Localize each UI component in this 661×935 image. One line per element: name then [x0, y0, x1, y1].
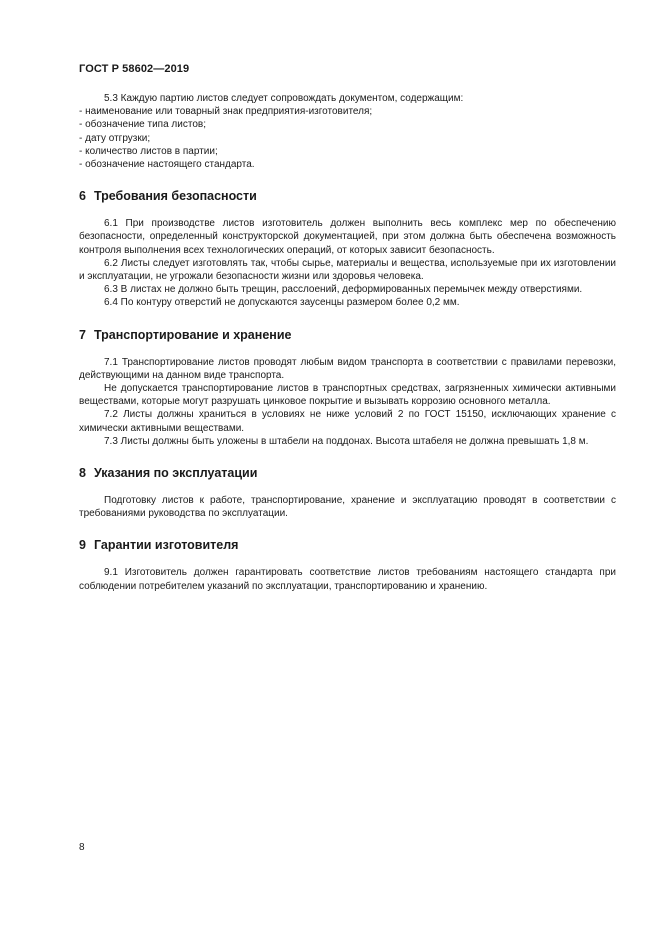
section-heading [79, 328, 616, 343]
paragraph: Не допускается транспортирование листов в транспортных средствах, загрязненных химически активными веществами, которые могут разрушать цинковое покрытие и вызывать коррозию основного металла. [79, 383, 616, 408]
section-number: 7 [79, 327, 86, 342]
paragraph: 7.1 Транспортирование листов проводят любым видом транспорта в соответствии с правилами перевозки, действующими на данном виде транспорта. [79, 356, 616, 381]
list-item: - дату отгрузки; [79, 132, 151, 144]
document-header: ГОСТ Р 58602—2019 [79, 63, 190, 75]
paragraph: Подготовку листов к работе, транспортирование, хранение и эксплуатацию проводят в соответствии с требованиями руководства по эксплуатации. [79, 495, 616, 520]
section-number: 6 [79, 189, 86, 204]
section-title: Требования безопасности [93, 189, 257, 204]
section-number: 9 [79, 538, 86, 553]
paragraph: 6.2 Листы следует изготовлять так, чтобы сырье, материалы и вещества, используемые при их изготовлении и эксплуатации, не угрожали безопасности жизни или здоровья человека. [79, 257, 616, 283]
paragraph: 5.3 Каждую партию листов следует сопровождать документом, содержащим: [104, 93, 464, 104]
paragraph: 6.1 При производстве листов изготовитель должен выполнить весь комплекс мер по обеспечению безопасности, определенный конструкторской документацией, при этом должна быть обеспечена возможность контроля выполнения всех технологических операций, от которых зависит безопасность. [79, 218, 616, 256]
section-heading [79, 466, 616, 481]
section-number: 8 [79, 466, 86, 481]
list-item: - обозначение настоящего стандарта. [79, 159, 255, 171]
section-title: Транспортирование и хранение [93, 327, 292, 342]
paragraph: 7.2 Листы должны храниться в условиях не ниже условий 2 по ГОСТ 15150, исключающих хранение с химически активными веществами. [79, 409, 616, 434]
section-5-3 [79, 92, 616, 171]
list-item: - количество листов в партии; [79, 145, 218, 157]
list-item: - обозначение типа листов; [79, 119, 206, 131]
paragraph: 9.1 Изготовитель должен гарантировать соответствие листов требованиям настоящего стандарта при соблюдении потребителем указаний по эксплуатации, транспортированию и хранению. [79, 567, 616, 592]
section-title: Указания по эксплуатации [93, 466, 258, 481]
paragraph: 7.3 Листы должны быть уложены в штабели на поддонах. Высота штабеля не должна превышать 1,8 м. [104, 435, 589, 447]
paragraph: 6.4 По контуру отверстий не допускаются заусенцы размером более 0,2 мм. [104, 297, 460, 309]
page-number: 8 [79, 842, 85, 853]
section-heading [79, 189, 616, 204]
list-item: - наименование или товарный знак предприятия-изготовителя; [79, 106, 373, 118]
paragraph: 6.3 В листах не должно быть трещин, расслоений, деформированных перемычек между отверстиями. [104, 284, 583, 296]
section-title: Гарантии изготовителя [93, 538, 239, 553]
document-body [79, 92, 616, 593]
section-heading [79, 538, 616, 553]
